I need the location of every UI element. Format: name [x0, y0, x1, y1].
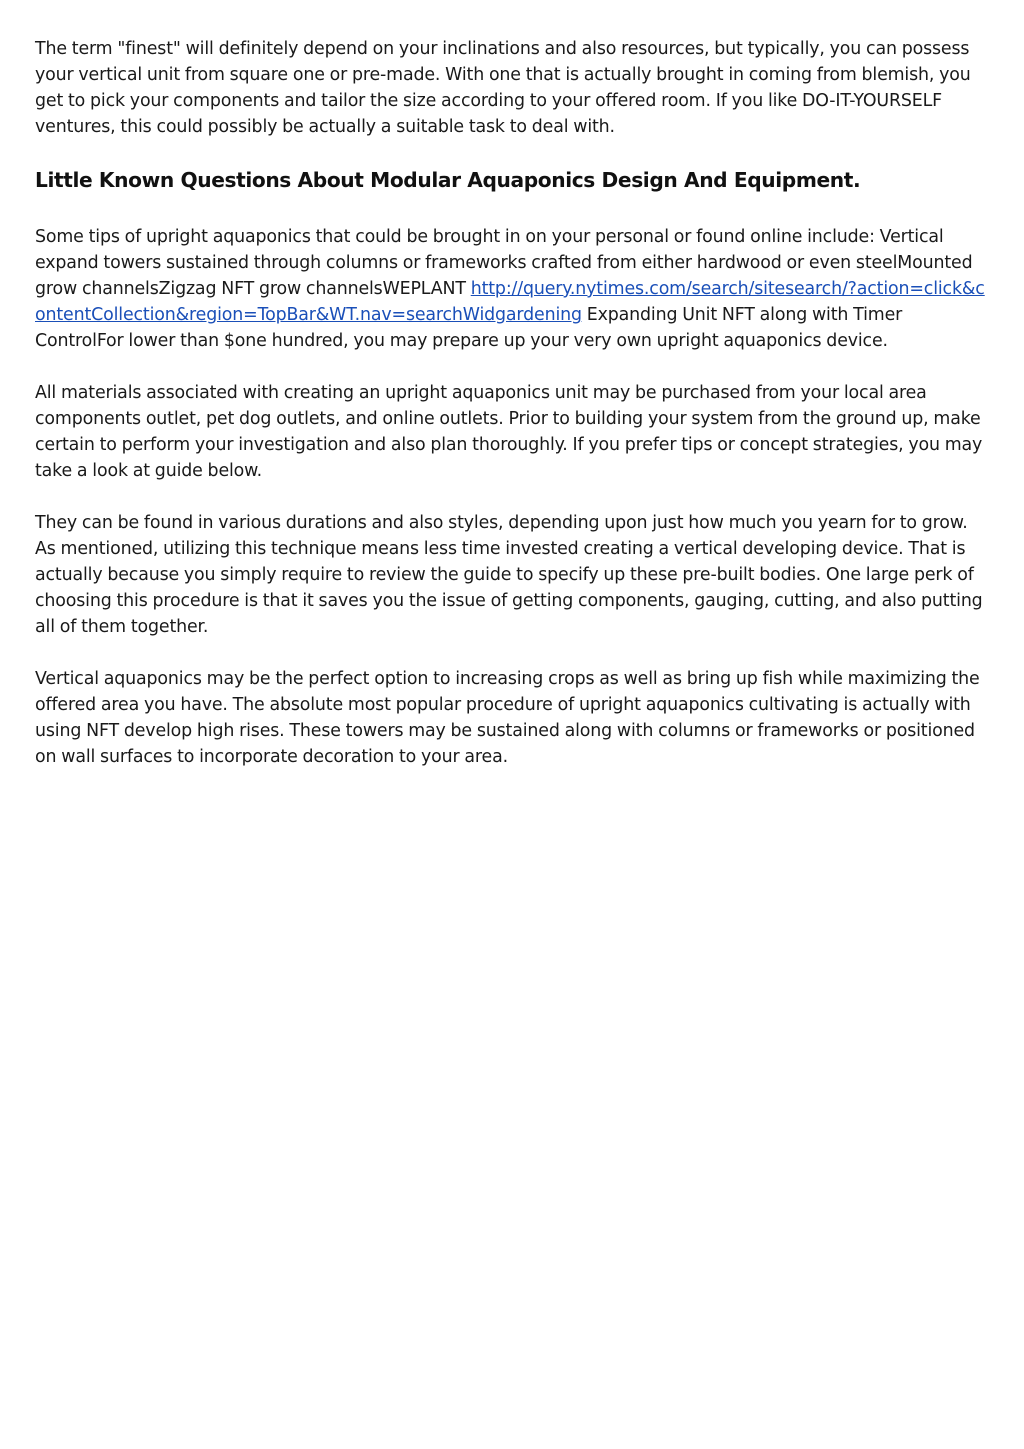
- paragraph-materials: All materials associated with creating an upright aquaponics unit may be purchased from your local area components outlet, pet dog outlets, and online outlets. Prior to building your system from the ground up, make certain to perform your investigation and also plan thoroughly. If you prefer tips or concept strategies, you may take a look at guide below.: [35, 383, 983, 481]
- paragraph-tips: [35, 224, 991, 354]
- paragraph-durations: They can be found in various durations and also styles, depending upon just how much you yearn for to grow. As mentioned, utilizing this technique means less time invested creating a vertical developing device. That is actually because you simply require to review the guide to specify up these pre-built bodies. One large perk of choosing this procedure is that it saves you the issue of getting components, gauging, cutting, and also putting all of them together.: [35, 513, 983, 637]
- paragraph-tips-text-before: Some tips of upright aquaponics that could be brought in on your personal or found online include: Vertical expand towers sustained through columns or frameworks crafted from either hardwood or even steelMounted grow channelsZigzag NFT grow channelsWEPLANT: [35, 227, 973, 299]
- paragraph-intro: The term "finest" will definitely depend on your inclinations and also resources, but typically, you can possess your vertical unit from square one or pre-made. With one that is actually brought in coming from blemish, you get to pick your components and tailor the size according to your offered room. If you like DO-IT-YOURSELF ventures, this could possibly be actually a suitable task to deal with.: [35, 39, 971, 137]
- nytimes-search-link[interactable]: http://query.nytimes.com/search/sitesearch/?action=click&contentCollection&region=TopBar&WT.nav=searchWidgardening: [35, 279, 985, 325]
- article-body: [35, 36, 991, 796]
- paragraph-tips-text-after: Expanding Unit NFT along with Timer ControlFor lower than $one hundred, you may prepare up your very own upright aquaponics device.: [35, 305, 903, 351]
- paragraph-conclusion: Vertical aquaponics may be the perfect option to increasing crops as well as bring up fish while maximizing the offered area you have. The absolute most popular procedure of upright aquaponics cultivating is actually with using NFT develop high rises. These towers may be sustained along with columns or frameworks or positioned on wall surfaces to incorporate decoration to your area.: [35, 669, 980, 767]
- section-heading: Little Known Questions About Modular Aquaponics Design And Equipment.: [35, 168, 861, 192]
